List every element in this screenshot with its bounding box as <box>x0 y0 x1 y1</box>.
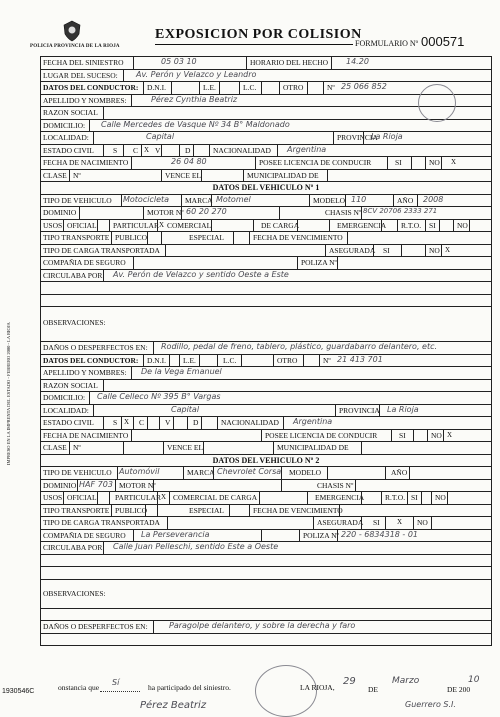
side-print-note: IMPRESO EN LA IMPRENTA DEL ESTADO - FEBRERO 2000 - LA RIOJA <box>6 322 11 465</box>
row-v2-blank-4 <box>41 634 491 647</box>
field-v1-motor[interactable]: 60 20 270 <box>186 207 227 216</box>
label-v1-motor: MOTOR Nº <box>147 208 184 217</box>
label-le-2: L.E. <box>183 355 196 365</box>
label-apellido-2: APELLIDO Y NOMBRES: <box>43 368 127 377</box>
label-v1-chasis: CHASIS Nº <box>325 208 362 217</box>
label-fecha-nac-2: FECHA DE NACIMIENTO <box>43 430 129 440</box>
field-v2-dominio[interactable]: HAF 703 <box>79 479 113 489</box>
de-label: DE <box>368 685 378 694</box>
licencia-mark-2[interactable]: X <box>447 430 453 439</box>
signature: Pérez Beatriz <box>140 700 207 711</box>
label-otro-2: OTRO <box>277 355 298 365</box>
label-localidad: LOCALIDAD: <box>43 133 89 142</box>
field-fecha-nac[interactable]: 26 04 80 <box>171 157 207 166</box>
row-v2-compania <box>41 530 491 543</box>
field-v2-circulaba[interactable]: Calle Juan Pelleschi, sentido Este a Oeste <box>113 542 279 551</box>
label-razon-social-2: RAZON SOCIAL <box>43 380 98 390</box>
label-vence: VENCE EL <box>165 170 202 180</box>
label-apellido: APELLIDO Y NOMBRES: <box>43 95 127 105</box>
label-v2-fecha-venc: FECHA DE VENCIMIENTO <box>253 505 343 515</box>
field-month[interactable]: Marzo <box>392 676 420 686</box>
label-v1-aseg-no: NO <box>429 245 440 255</box>
row-v1-observaciones <box>41 307 491 342</box>
field-v2-tipo[interactable]: Automóvil <box>119 467 160 476</box>
row-v2-carga <box>41 517 491 530</box>
row-domicilio-2 <box>41 392 491 405</box>
label-lc-2: L.C. <box>223 355 237 365</box>
row-lugar <box>41 70 491 83</box>
row-fecha-siniestro <box>41 56 491 70</box>
label-licencia-no: NO <box>429 158 440 167</box>
row-v1-tipo <box>41 195 491 208</box>
field-nacionalidad[interactable]: Argentina <box>287 144 327 154</box>
label-nacionalidad: NACIONALIDAD <box>213 145 271 155</box>
field-fecha-siniestro[interactable]: 05 03 10 <box>161 57 197 66</box>
label-v1-emergencia: EMERGENCIA <box>337 220 387 230</box>
row-v2-tipo <box>41 467 491 480</box>
row-clase-2 <box>41 442 491 455</box>
row-razon-2 <box>41 380 491 393</box>
field-num-doc-2[interactable]: 21 413 701 <box>337 354 383 364</box>
label-v2-rto-no: NO <box>435 493 446 502</box>
label-v2-publico: PUBLICO <box>115 505 148 515</box>
label-v2-circulaba: CIRCULABA POR <box>43 543 103 552</box>
label-v2-motor: MOTOR Nº <box>119 480 156 490</box>
row-v1-carga <box>41 245 491 258</box>
field-v2-marca[interactable]: Chevrolet Corsa <box>217 467 282 476</box>
label-localidad-2: LOCALIDAD: <box>43 405 89 415</box>
label-v2-danos: DAÑOS O DESPERFECTOS EN: <box>43 622 148 631</box>
label-v2-aseg-no: NO <box>417 518 428 527</box>
v1-asegurada-mark[interactable]: X <box>445 245 451 254</box>
label-domicilio-2: DOMICILIO: <box>43 393 86 402</box>
v1-particular-mark[interactable]: X <box>159 220 165 229</box>
label-v1-aseg-si: SI <box>383 245 390 255</box>
constancia-line <box>100 691 140 692</box>
la-rioja-label: LA RIOJA, <box>300 683 335 692</box>
label-domicilio: DOMICILIO: <box>43 120 86 130</box>
field-v1-modelo[interactable]: 110 <box>351 194 367 204</box>
label-otro: OTRO <box>283 83 304 92</box>
label-clase: CLASE <box>43 170 67 180</box>
label-v1-asegurada: ASEGURADA <box>329 245 376 255</box>
label-v2-aseg-si: SI <box>373 518 380 527</box>
field-localidad[interactable]: Capital <box>146 132 175 141</box>
label-ec-c: C <box>133 145 139 155</box>
field-v1-marca[interactable]: Motomel <box>216 194 251 204</box>
label-ec-v: V <box>155 145 161 155</box>
police-emblem-icon <box>62 20 82 42</box>
label-dni-2: D.N.I. <box>147 355 166 365</box>
field-domicilio-2[interactable]: Calle Celleco Nº 395 B° Vargas <box>97 392 221 401</box>
label-v1-tipo-carga: TIPO DE CARGA TRANSPORTADA <box>43 245 160 255</box>
row-v1-compania <box>41 257 491 270</box>
label-clase-num-2: Nº <box>73 443 81 452</box>
label-v2-comercial: COMERCIAL <box>173 493 218 502</box>
label-estado-civil: ESTADO CIVIL <box>43 145 94 155</box>
label-provincia: PROVINCIA <box>337 133 378 142</box>
label-estado-civil-2: ESTADO CIVIL <box>43 418 94 427</box>
label-v2-rto: R.T.O. <box>385 493 406 502</box>
label-v1-rto-no: NO <box>457 220 468 230</box>
licencia-mark[interactable]: X <box>451 158 457 166</box>
label-v1-circulaba: CIRCULABA POR <box>43 270 103 280</box>
label-fecha-nac: FECHA DE NACIMIENTO <box>43 158 129 167</box>
field-v2-poliza[interactable]: 220 - 6834318 - 01 <box>341 529 419 539</box>
v2-asegurada-mark[interactable]: X <box>397 518 403 526</box>
label-v2-tipo-transporte: TIPO TRANSPORTE <box>43 505 110 515</box>
row-v2-usos <box>41 492 491 505</box>
label-v2-chasis: CHASIS Nº <box>317 480 354 490</box>
label-v1-tipo-transporte: TIPO TRANSPORTE <box>43 233 110 242</box>
collision-form <box>40 56 492 646</box>
row-v1-blank-2 <box>41 295 491 308</box>
label-lc: L.C. <box>243 83 257 92</box>
label-v1-comercial: COMERCIAL <box>167 220 212 230</box>
label-clase-num: Nº <box>73 170 81 180</box>
row-v2-circulaba <box>41 542 491 555</box>
field-v2-compania[interactable]: La Perseverancia <box>141 529 210 539</box>
field-nacionalidad-2[interactable]: Argentina <box>293 417 333 426</box>
label-clase-2: CLASE <box>43 443 67 452</box>
label-v1-de-carga: DE CARGA <box>261 220 300 230</box>
year-prefix: DE 200 <box>447 685 471 694</box>
label-licencia: POSEE LICENCIA DE CONDUCIR <box>259 158 372 167</box>
label-v1-poliza: POLIZA Nº <box>301 258 337 267</box>
label-v1-oficial: OFICIAL <box>67 220 97 230</box>
label-ec-c-2: C <box>139 418 145 427</box>
field-v1-danos[interactable]: Rodillo, pedal de freno, tablero, plástico, guardabarro delantero, etc. <box>161 342 438 351</box>
field-lugar[interactable]: Av. Perón y Velazco y Leandro <box>136 69 257 79</box>
label-v1-fecha-venc: FECHA DE VENCIMIENTO <box>253 233 343 242</box>
label-v1-modelo: MODELO <box>313 195 346 205</box>
label-licencia-si: SI <box>395 158 402 167</box>
field-provincia-2[interactable]: La Rioja <box>387 404 419 414</box>
label-v2-especial: ESPECIAL <box>189 505 225 515</box>
row-localidad <box>41 132 491 145</box>
section-vehiculo-1: DATOS DEL VEHICULO Nº 1 <box>41 182 491 195</box>
row-clase <box>41 170 491 183</box>
row-v2-blank-1 <box>41 555 491 568</box>
label-v1-rto-si: SI <box>429 220 436 230</box>
label-v2-oficial: OFICIAL <box>67 493 97 502</box>
row-v1-dominio <box>41 207 491 220</box>
label-municipalidad: MUNICIPALIDAD DE <box>247 170 319 180</box>
label-v1-marca: MARCA <box>185 195 213 205</box>
field-constancia[interactable]: Sí <box>112 678 120 687</box>
field-v1-anio[interactable]: 2008 <box>423 194 444 204</box>
constancia-text: onstancia que <box>58 683 100 692</box>
field-horario[interactable]: 14.20 <box>346 57 369 66</box>
row-estado-civil <box>41 145 491 158</box>
row-v2-transporte <box>41 505 491 518</box>
row-v2-blank-3 <box>41 609 491 622</box>
label-v2-tipo: TIPO DE VEHICULO <box>43 468 112 477</box>
label-v2-marca: MARCA <box>187 468 215 477</box>
formulario-number: 000571 <box>421 34 465 49</box>
row-localidad-2 <box>41 405 491 418</box>
label-v2-usos: USOS <box>43 493 63 502</box>
ec-mark-2[interactable]: X <box>124 418 130 426</box>
label-v1-anio: AÑO <box>397 195 414 205</box>
row-v1-transporte <box>41 232 491 245</box>
label-v2-poliza: POLIZA Nº <box>303 530 339 540</box>
row-domicilio <box>41 120 491 133</box>
label-licencia-no-2: NO <box>431 430 442 440</box>
row-fecha-nac <box>41 157 491 170</box>
label-lugar: LUGAR DEL SUCESO: <box>43 70 118 80</box>
label-ec-s: S <box>113 145 118 155</box>
label-v2-modelo: MODELO <box>289 468 322 477</box>
ec-mark[interactable]: X <box>144 145 150 154</box>
label-v1-publico: PUBLICO <box>115 233 148 242</box>
label-v1-danos: DAÑOS O DESPERFECTOS EN: <box>43 343 148 352</box>
label-v2-anio: AÑO <box>391 468 408 477</box>
label-v2-particular: PARTICULAR <box>115 493 161 502</box>
label-v1-usos: USOS <box>43 220 63 230</box>
label-v2-compania: COMPAÑIA DE SEGURO <box>43 530 126 540</box>
row-datos-conductor-2 <box>41 355 491 368</box>
label-v1-rto: R.T.O. <box>401 220 422 230</box>
field-domicilio[interactable]: Calle Mercedes de Vasque Nº 34 B° Maldonado <box>101 119 290 129</box>
field-v2-danos[interactable]: Paragolpe delantero, y sobre la derecha y faro <box>169 621 356 630</box>
label-ec-s-2: S <box>113 418 118 427</box>
label-nacionalidad-2: NACIONALIDAD <box>221 418 279 427</box>
signature-2: Guerrero S.I. <box>405 700 456 709</box>
label-dni: D.N.I. <box>147 83 166 92</box>
label-v2-de-carga: DE CARGA <box>219 493 258 502</box>
field-v1-circulaba[interactable]: Av. Perón de Velazco y sentido Oeste a Este <box>113 269 289 279</box>
label-provincia-2: PROVINCIA <box>339 405 380 415</box>
row-v1-blank-1 <box>41 282 491 295</box>
label-v2-rto-si: SI <box>411 493 418 502</box>
label-datos-conductor: DATOS DEL CONDUCTOR: <box>43 83 139 92</box>
label-v2-observaciones: OBSERVACIONES: <box>43 588 106 598</box>
row-v1-circulaba <box>41 270 491 283</box>
label-v1-compania: COMPAÑIA DE SEGURO <box>43 258 126 267</box>
form-title: EXPOSICION POR COLISION <box>155 27 362 42</box>
field-apellido-2[interactable]: De la Vega Emanuel <box>141 367 222 376</box>
label-le: L.E. <box>203 83 216 92</box>
formulario-label: FORMULARIO Nº <box>355 39 419 48</box>
label-v1-observaciones: OBSERVACIONES: <box>43 318 106 327</box>
label-num-2: Nº <box>323 355 331 365</box>
label-horario: HORARIO DEL HECHO <box>250 58 329 67</box>
label-licencia-2: POSEE LICENCIA DE CONDUCIR <box>265 430 378 440</box>
label-ec-d: D <box>185 145 191 155</box>
field-v1-tipo[interactable]: Motocicleta <box>123 194 170 204</box>
title-underline <box>155 44 353 45</box>
label-ec-v-2: V <box>165 418 171 427</box>
label-v2-dominio: DOMINIO <box>43 480 77 490</box>
section-vehiculo-2: DATOS DEL VEHICULO Nº 2 <box>41 455 491 468</box>
label-v2-emergencia: EMERGENCIA <box>315 493 365 502</box>
label-v1-tipo: TIPO DE VEHICULO <box>43 195 112 205</box>
label-razon-social: RAZON SOCIAL <box>43 108 98 117</box>
field-year[interactable]: 10 <box>468 675 480 685</box>
field-num-doc[interactable]: 25 066 852 <box>341 82 387 91</box>
field-provincia[interactable]: La Rioja <box>371 132 403 141</box>
row-v1-usos <box>41 220 491 233</box>
row-v2-observaciones <box>41 580 491 609</box>
label-v1-particular: PARTICULAR <box>113 220 159 230</box>
label-v1-especial: ESPECIAL <box>189 233 225 242</box>
field-localidad-2[interactable]: Capital <box>171 404 200 414</box>
label-vence-2: VENCE EL <box>167 443 204 452</box>
row-v1-danos <box>41 342 491 355</box>
row-apellido-2 <box>41 367 491 380</box>
row-v2-dominio <box>41 480 491 493</box>
row-v2-blank-2 <box>41 567 491 580</box>
label-municipalidad-2: MUNICIPALIDAD DE <box>277 443 349 452</box>
row-estado-civil-2 <box>41 417 491 430</box>
label-v2-asegurada: ASEGURADA <box>317 518 364 527</box>
label-datos-conductor-2: DATOS DEL CONDUCTOR: <box>43 355 139 365</box>
official-stamp-top <box>418 84 456 122</box>
margin-code: 1930546C <box>2 688 35 695</box>
label-licencia-si-2: SI <box>399 430 406 440</box>
police-label: POLICIA PROVINCIA DE LA RIOJA <box>30 44 120 49</box>
label-num: Nº <box>327 83 335 92</box>
label-fecha-siniestro: FECHA DEL SINIESTRO <box>43 58 124 67</box>
field-day[interactable]: 29 <box>343 676 356 687</box>
label-v1-dominio: DOMINIO <box>43 208 77 217</box>
row-v2-danos <box>41 621 491 634</box>
field-v1-chasis[interactable]: 8CV 20706 2333 271 <box>363 207 438 215</box>
row-fecha-nac-2 <box>41 430 491 443</box>
v2-particular-mark[interactable]: X <box>161 493 167 501</box>
label-ec-d-2: D <box>193 418 199 427</box>
field-apellido[interactable]: Pérez Cynthia Beatriz <box>151 94 238 104</box>
participado-text: ha participado del siniestro. <box>148 683 231 692</box>
label-v2-tipo-carga: TIPO DE CARGA TRANSPORTADA <box>43 518 160 527</box>
